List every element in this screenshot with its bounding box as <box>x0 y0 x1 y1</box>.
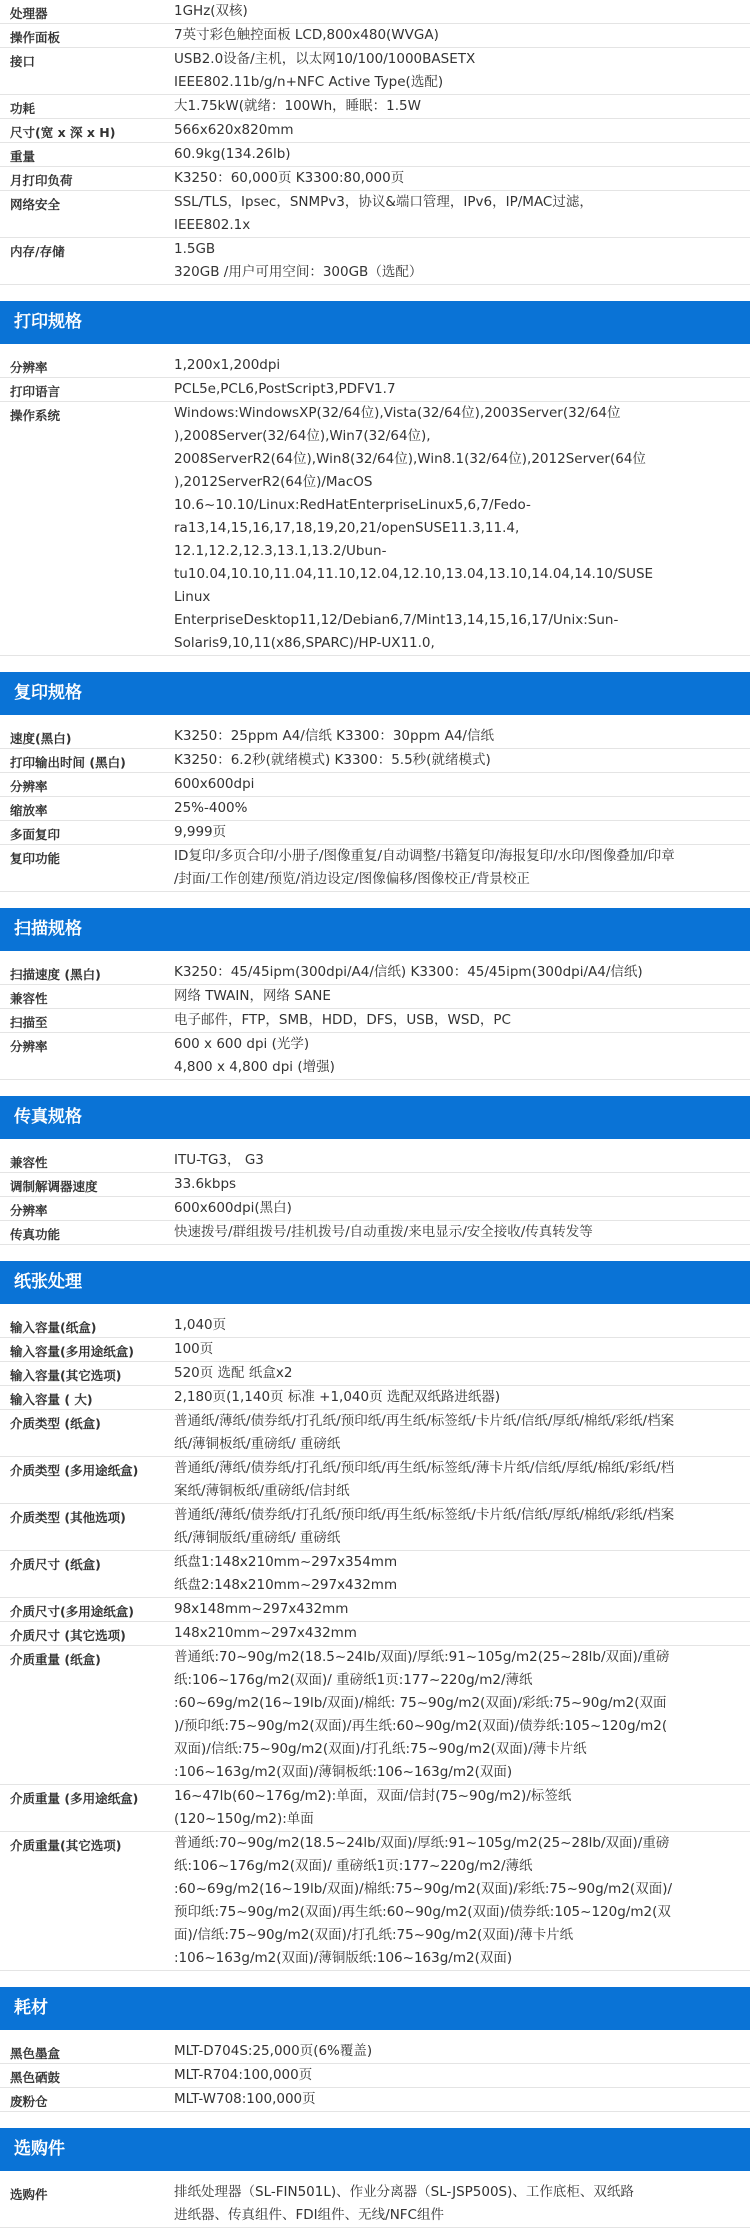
spec-row <box>0 354 750 378</box>
section-fax-specs <box>0 1096 750 1261</box>
spec-value <box>160 378 750 401</box>
spec-value <box>160 1504 750 1550</box>
spec-label: 打印语言 <box>10 384 61 399</box>
spec-label: 介质类型 (其他选项) <box>10 1510 126 1525</box>
spec-value-line: 1.5GB <box>174 241 216 257</box>
section-paper-handling <box>0 1261 750 1987</box>
spec-row <box>0 1832 750 1971</box>
spec-value-line: (120~150g/m2):单面 <box>174 1811 314 1827</box>
spec-value-line: 148x210mm~297x432mm <box>174 1625 357 1641</box>
section-title: 纸张处理 <box>0 1261 750 1304</box>
section-general <box>0 0 750 301</box>
section-print-specs <box>0 301 750 672</box>
spec-value-line: 普通纸/薄纸/债券纸/打孔纸/预印纸/再生纸/标签纸/卡片纸/信纸/厚纸/棉纸/彩纸/档案 <box>174 1507 675 1523</box>
spec-label: 输入容量(多用途纸盒) <box>10 1344 134 1359</box>
spec-row <box>0 749 750 773</box>
spec-value <box>160 1410 750 1456</box>
spec-row <box>0 845 750 892</box>
spec-value-line: 98x148mm~297x432mm <box>174 1601 349 1617</box>
spec-row <box>0 48 750 95</box>
spec-value-line: 纸:106~176g/m2(双面)/ 重磅纸1页:177~220g/m2/薄纸 <box>174 1858 533 1874</box>
spec-value-line: MLT-W708:100,000页 <box>174 2091 316 2107</box>
spec-value-line: 1,200x1,200dpi <box>174 357 281 373</box>
spec-value-line: 快速拨号/群组拨号/挂机拨号/自动重拨/来电显示/安全接收/传真转发等 <box>174 1224 593 1240</box>
spec-value <box>160 773 750 796</box>
spec-value-line: 60.9kg(134.26lb) <box>174 146 291 162</box>
section-title: 扫描规格 <box>0 908 750 951</box>
spec-value <box>160 1598 750 1621</box>
spec-value-line: 2008ServerR2(64位),Win8(32/64位),Win8.1(32/64位),2012Server(64位 <box>174 451 646 467</box>
spec-row <box>0 1410 750 1457</box>
spec-value-line: Linux <box>174 589 211 605</box>
spec-value <box>160 1009 750 1032</box>
section-consumables <box>0 1987 750 2128</box>
spec-row <box>0 1386 750 1410</box>
spec-value-line: 1,040页 <box>174 1317 227 1333</box>
spec-value <box>160 1338 750 1361</box>
spec-label: 黑色墨盒 <box>10 2046 61 2061</box>
spec-value-line: 4,800 x 4,800 dpi (增强) <box>174 1059 335 1075</box>
spec-row <box>0 24 750 48</box>
spec-value <box>160 1386 750 1409</box>
spec-label: 介质类型 (多用途纸盒) <box>10 1463 139 1478</box>
spec-value <box>160 821 750 844</box>
spec-value-line: 案纸/薄铜板纸/重磅纸/信封纸 <box>174 1483 350 1499</box>
spec-value <box>160 191 750 237</box>
spec-value-line: 大1.75kW(就绪：100Wh，睡眠：1.5W <box>174 98 421 114</box>
spec-value-line: tu10.04,10.10,11.04,11.10,12.04,12.10,13.04,13.10,14.04,14.10/SUSE <box>174 566 654 582</box>
spec-row <box>0 821 750 845</box>
spec-label: 介质类型 (纸盒) <box>10 1416 101 1431</box>
spec-value-line: :60~69g/m2(16~19lb/双面)/棉纸:75~90g/m2(双面)/彩纸:75~90g/m2(双面)/ <box>174 1881 673 1897</box>
spec-value <box>160 238 750 284</box>
section-scan-specs <box>0 908 750 1096</box>
spec-value-line: Windows:WindowsXP(32/64位),Vista(32/64位),2003Server(32/64位 <box>174 405 621 421</box>
spec-value-line: 33.6kbps <box>174 1176 237 1192</box>
spec-value <box>160 2064 750 2087</box>
spec-row <box>0 2088 750 2112</box>
spec-value-line: :60~69g/m2(16~19lb/双面)/棉纸: 75~90g/m2(双面)/彩纸:75~90g/m2(双面 <box>174 1695 667 1711</box>
spec-value-line: ITU-TG3， G3 <box>174 1152 264 1168</box>
spec-value-line: K3250：6.2秒(就绪模式) K3300：5.5秒(就绪模式) <box>174 752 491 768</box>
spec-value-line: 600 x 600 dpi (光学) <box>174 1036 310 1052</box>
spec-row <box>0 1785 750 1832</box>
spec-label: 分辨率 <box>10 779 48 794</box>
spec-value-line: 9,999页 <box>174 824 227 840</box>
spec-value-line: 10.6~10.10/Linux:RedHatEnterpriseLinux5,6,7/Fedo- <box>174 497 531 513</box>
spec-row <box>0 2181 750 2228</box>
spec-value <box>160 119 750 142</box>
spec-row <box>0 95 750 119</box>
spec-label: 介质重量 (多用途纸盒) <box>10 1791 139 1806</box>
spec-row <box>0 1314 750 1338</box>
spec-value <box>160 725 750 748</box>
spec-value-line: 1GHz(双核) <box>174 3 248 19</box>
spec-value <box>160 1314 750 1337</box>
spec-row <box>0 1646 750 1785</box>
spec-value <box>160 1622 750 1645</box>
spec-value-line: 纸/薄铜板纸/重磅纸/ 重磅纸 <box>174 1436 341 1452</box>
spec-value-line: /封面/工作创建/预览/消边设定/图像偏移/图像校正/背景校正 <box>174 871 530 887</box>
spec-value-line: 排纸处理器（SL-FIN501L)、作业分离器（SL-JSP500S)、工作底柜、双纸路 <box>174 2184 634 2200</box>
spec-value-line: ),2008Server(32/64位),Win7(32/64位), <box>174 428 431 444</box>
spec-value <box>160 0 750 23</box>
spec-label: 操作系统 <box>10 408 61 423</box>
spec-value-line: 12.1,12.2,12.3,13.1,13.2/Ubun- <box>174 543 387 559</box>
spec-value-line: )/预印纸:75~90g/m2(双面)/再生纸:60~90g/m2(双面)/债券纸:105~120g/m2( <box>174 1718 668 1734</box>
spec-row <box>0 1551 750 1598</box>
spec-label: 缩放率 <box>10 803 48 818</box>
spec-row <box>0 191 750 238</box>
spec-value-line: 100页 <box>174 1341 214 1357</box>
spec-value-line: MLT-D704S:25,000页(6%覆盖) <box>174 2043 373 2059</box>
spec-row <box>0 2064 750 2088</box>
spec-row <box>0 1362 750 1386</box>
spec-label: 复印功能 <box>10 851 61 866</box>
spec-row <box>0 1197 750 1221</box>
spec-row <box>0 773 750 797</box>
spec-label: 网络安全 <box>10 197 61 212</box>
spec-row <box>0 961 750 985</box>
spec-value <box>160 1457 750 1503</box>
spec-label: 分辨率 <box>10 1203 48 1218</box>
spec-value-line: 纸盘1:148x210mm~297x354mm <box>174 1554 398 1570</box>
spec-value <box>160 1362 750 1385</box>
spec-value-line: 网络 TWAIN，网络 SANE <box>174 988 331 1004</box>
spec-label: 速度(黑白) <box>10 731 72 746</box>
spec-value <box>160 1033 750 1079</box>
spec-value-line: 600x600dpi(黑白) <box>174 1200 292 1216</box>
spec-value-line: 纸盘2:148x210mm~297x432mm <box>174 1577 398 1593</box>
spec-value-line: 320GB /用户可用空间：300GB（选配） <box>174 264 423 280</box>
spec-label: 调制解调器速度 <box>10 1179 98 1194</box>
spec-row <box>0 1457 750 1504</box>
spec-label: 输入容量 ( 大) <box>10 1392 93 1407</box>
spec-value <box>160 2181 750 2227</box>
spec-value-line: :106~163g/m2(双面)/薄铜版纸:106~163g/m2(双面) <box>174 1950 513 1966</box>
spec-value-line: 普通纸:70~90g/m2(18.5~24lb/双面)/厚纸:91~105g/m2(25~28lb/双面)/重磅 <box>174 1835 670 1851</box>
section-title: 耗材 <box>0 1987 750 2030</box>
spec-value <box>160 48 750 94</box>
spec-row <box>0 2040 750 2064</box>
spec-label: 功耗 <box>10 101 36 116</box>
spec-label: 介质尺寸 (其它选项) <box>10 1628 126 1643</box>
spec-value <box>160 961 750 984</box>
spec-row <box>0 0 750 24</box>
section-title: 复印规格 <box>0 672 750 715</box>
spec-value-line: 电子邮件，FTP，SMB，HDD，DFS，USB，WSD，PC <box>174 1012 511 1028</box>
spec-label: 分辨率 <box>10 360 48 375</box>
spec-label: 介质尺寸 (纸盒) <box>10 1557 101 1572</box>
spec-label: 介质尺寸(多用途纸盒) <box>10 1604 134 1619</box>
spec-value-line: 纸:106~176g/m2(双面)/ 重磅纸1页:177~220g/m2/薄纸 <box>174 1672 533 1688</box>
spec-value <box>160 95 750 118</box>
spec-value <box>160 2040 750 2063</box>
spec-value-line: K3250：25ppm A4/信纸 K3300：30ppm A4/信纸 <box>174 728 494 744</box>
spec-row <box>0 402 750 656</box>
spec-value <box>160 402 750 655</box>
spec-value-line: 普通纸:70~90g/m2(18.5~24lb/双面)/厚纸:91~105g/m2(25~28lb/双面)/重磅 <box>174 1649 670 1665</box>
spec-value <box>160 167 750 190</box>
spec-value <box>160 797 750 820</box>
spec-value <box>160 1197 750 1220</box>
spec-value <box>160 354 750 377</box>
spec-value-line: 7英寸彩色触控面板 LCD,800x480(WVGA) <box>174 27 439 43</box>
spec-value-line: 2,180页(1,140页 标准 +1,040页 选配双纸路进纸器) <box>174 1389 501 1405</box>
spec-value-line: K3250：60,000页 K3300:80,000页 <box>174 170 405 186</box>
section-title: 打印规格 <box>0 301 750 344</box>
spec-row <box>0 1622 750 1646</box>
spec-value-line: 预印纸:75~90g/m2(双面)/再生纸:60~90g/m2(双面)/债券纸:105~120g/m2(双 <box>174 1904 671 1920</box>
section-title: 传真规格 <box>0 1096 750 1139</box>
spec-value <box>160 1832 750 1970</box>
spec-label: 传真功能 <box>10 1227 61 1242</box>
spec-value-line: MLT-R704:100,000页 <box>174 2067 313 2083</box>
spec-label: 废粉仓 <box>10 2094 48 2109</box>
spec-value <box>160 1221 750 1244</box>
spec-label: 尺寸(宽 x 深 x H) <box>10 125 116 140</box>
spec-row <box>0 167 750 191</box>
spec-value-line: 普通纸/薄纸/债券纸/打孔纸/预印纸/再生纸/标签纸/卡片纸/信纸/厚纸/棉纸/彩纸/档案 <box>174 1413 675 1429</box>
spec-label: 介质重量 (纸盒) <box>10 1652 101 1667</box>
spec-value <box>160 1173 750 1196</box>
spec-label: 重量 <box>10 149 36 164</box>
spec-value-line: USB2.0设备/主机，以太网10/100/1000BASETX <box>174 51 476 67</box>
spec-label: 打印输出时间 (黑白) <box>10 755 126 770</box>
spec-value-line: K3250：45/45ipm(300dpi/A4/信纸) K3300：45/45ipm(300dpi/A4/信纸) <box>174 964 643 980</box>
spec-row <box>0 238 750 285</box>
spec-value <box>160 1785 750 1831</box>
spec-row <box>0 1221 750 1245</box>
spec-row <box>0 985 750 1009</box>
spec-value <box>160 143 750 166</box>
spec-row <box>0 1033 750 1080</box>
spec-label: 输入容量(其它选项) <box>10 1368 122 1383</box>
spec-label: 多面复印 <box>10 827 61 842</box>
spec-label: 扫描速度 (黑白) <box>10 967 101 982</box>
spec-label: 月打印负荷 <box>10 173 73 188</box>
spec-value-line: ID复印/多页合印/小册子/图像重复/自动调整/书籍复印/海报复印/水印/图像叠加/印章 <box>174 848 675 864</box>
spec-value <box>160 1646 750 1784</box>
spec-label: 分辨率 <box>10 1039 48 1054</box>
spec-value-line: Solaris9,10,11(x86,SPARC)/HP-UX11.0, <box>174 635 435 651</box>
spec-label: 兼容性 <box>10 1155 48 1170</box>
spec-value-line: 520页 选配 纸盒x2 <box>174 1365 293 1381</box>
section-options <box>0 2128 750 2228</box>
spec-label: 兼容性 <box>10 991 48 1006</box>
spec-value-line: 普通纸/薄纸/债券纸/打孔纸/预印纸/再生纸/标签纸/薄卡片纸/信纸/厚纸/棉纸/彩纸/档 <box>174 1460 675 1476</box>
spec-label: 选购件 <box>10 2187 48 2202</box>
spec-value-line: PCL5e,PCL6,PostScript3,PDFV1.7 <box>174 381 396 397</box>
spec-label: 内存/存储 <box>10 244 65 259</box>
spec-row <box>0 797 750 821</box>
spec-row <box>0 1598 750 1622</box>
spec-row <box>0 1173 750 1197</box>
spec-value-line: 16~47lb(60~176g/m2):单面，双面/信封(75~90g/m2)/标签纸 <box>174 1788 572 1804</box>
spec-value-line: EnterpriseDesktop11,12/Debian6,7/Mint13,14,15,16,17/Unix:Sun- <box>174 612 619 628</box>
spec-value-line: IEEE802.11b/g/n+NFC Active Type(选配) <box>174 74 444 90</box>
spec-value-line: 进纸器、传真组件、FDI组件、无线/NFC组件 <box>174 2207 444 2223</box>
spec-row <box>0 143 750 167</box>
spec-value-line: 600x600dpi <box>174 776 255 792</box>
spec-value-line: 面)/信纸:75~90g/m2(双面)/打孔纸:75~90g/m2(双面)/薄卡片纸 <box>174 1927 574 1943</box>
spec-value <box>160 2088 750 2111</box>
spec-value-line: 566x620x820mm <box>174 122 294 138</box>
spec-row <box>0 119 750 143</box>
spec-row <box>0 1149 750 1173</box>
spec-label: 介质重量(其它选项) <box>10 1838 122 1853</box>
spec-row <box>0 378 750 402</box>
spec-value <box>160 749 750 772</box>
section-title: 选购件 <box>0 2128 750 2171</box>
spec-row <box>0 1009 750 1033</box>
section-copy-specs <box>0 672 750 908</box>
spec-value-line: SSL/TLS，Ipsec，SNMPv3，协议&端口管理，IPv6，IP/MAC过滤， <box>174 194 593 210</box>
spec-value <box>160 845 750 891</box>
spec-value-line: ra13,14,15,16,17,18,19,20,21/openSUSE11.3,11.4, <box>174 520 520 536</box>
spec-value-line: IEEE802.1x <box>174 217 251 233</box>
spec-row <box>0 1338 750 1362</box>
spec-value <box>160 985 750 1008</box>
spec-label: 操作面板 <box>10 30 61 45</box>
spec-value <box>160 1551 750 1597</box>
spec-value-line: :106~163g/m2(双面)/薄铜板纸:106~163g/m2(双面) <box>174 1764 513 1780</box>
spec-label: 黑色硒鼓 <box>10 2070 61 2085</box>
spec-label: 扫描至 <box>10 1015 48 1030</box>
spec-row <box>0 725 750 749</box>
spec-label: 接口 <box>10 54 36 69</box>
spec-value <box>160 1149 750 1172</box>
spec-label: 输入容量(纸盒) <box>10 1320 97 1335</box>
spec-label: 处理器 <box>10 6 48 21</box>
spec-value-line: 双面)/信纸:75~90g/m2(双面)/打孔纸:75~90g/m2(双面)/薄卡片纸 <box>174 1741 587 1757</box>
spec-value <box>160 24 750 47</box>
spec-value-line: 25%-400% <box>174 800 248 816</box>
spec-row <box>0 1504 750 1551</box>
spec-value-line: ),2012ServerR2(64位)/MacOS <box>174 474 373 490</box>
spec-value-line: 纸/薄铜版纸/重磅纸/ 重磅纸 <box>174 1530 341 1546</box>
